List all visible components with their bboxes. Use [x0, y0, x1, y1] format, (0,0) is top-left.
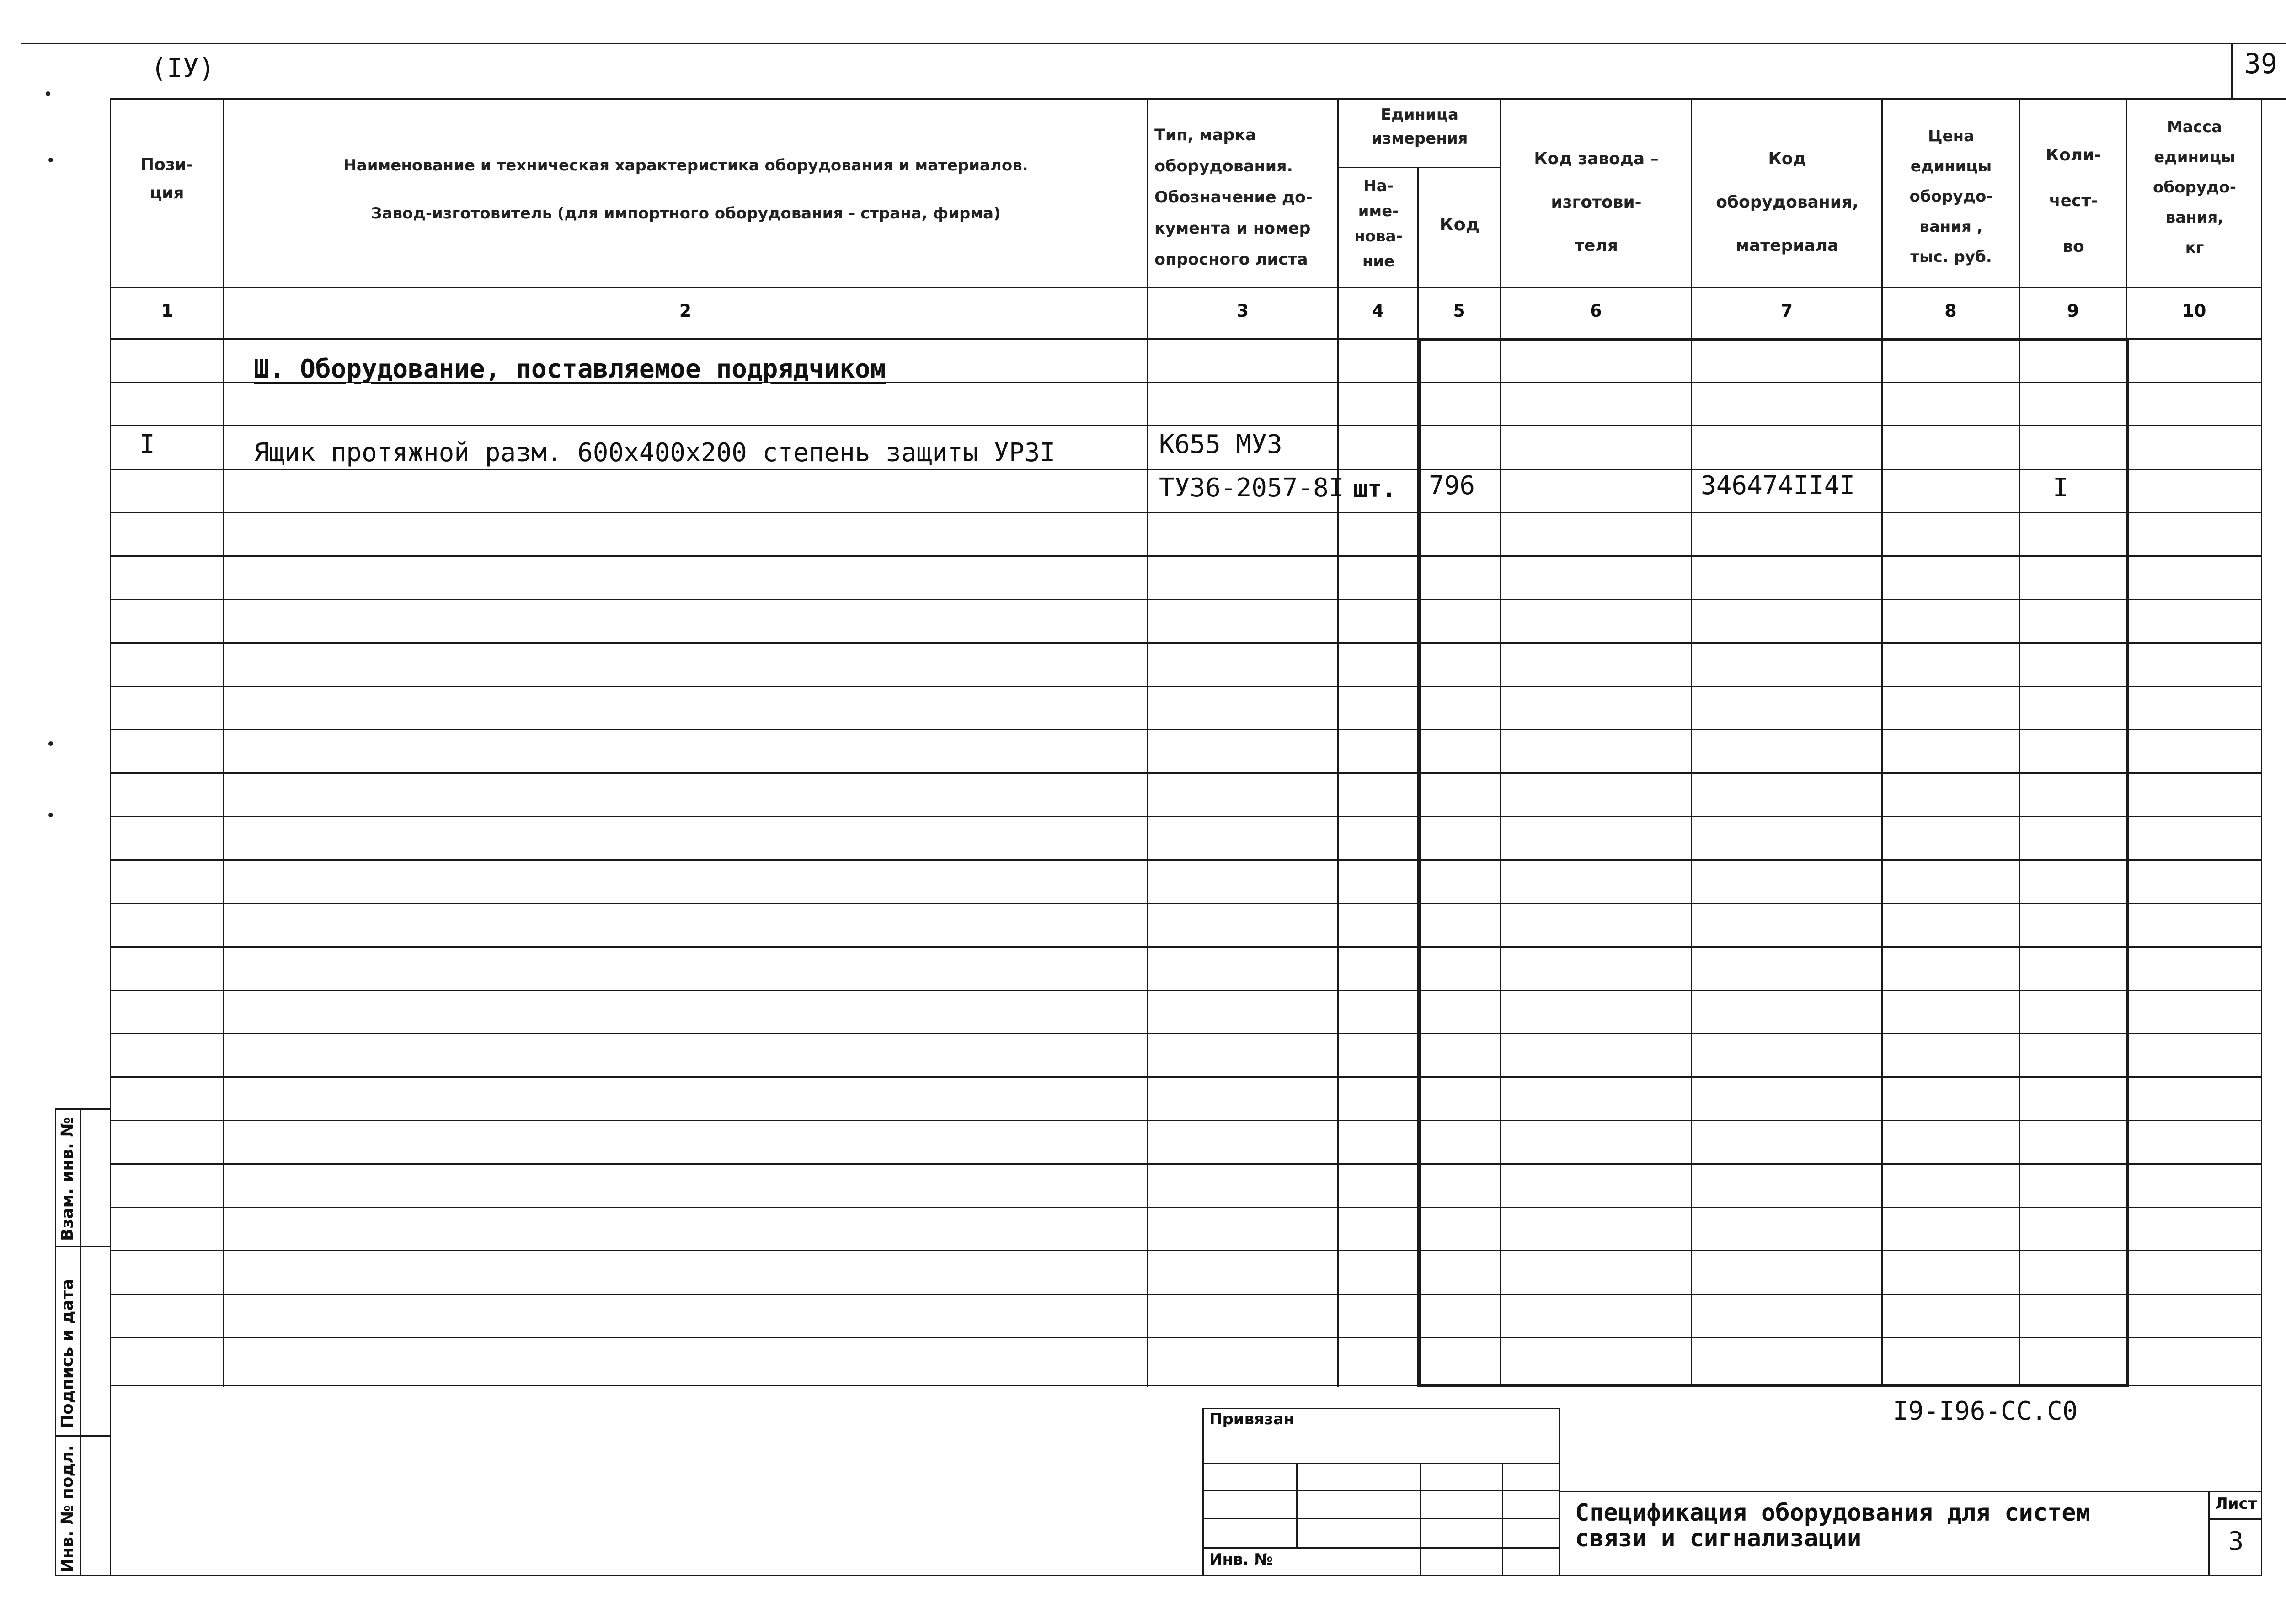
header-col2-line2: Завод-изготовитель (для импортного оборудования - страна, фирма)	[371, 204, 1001, 223]
col-number-8: 8	[1944, 301, 1957, 321]
table-row-line	[110, 599, 2262, 600]
col-divider-3	[1337, 98, 1339, 1387]
header-col1-line2: ция	[150, 184, 184, 202]
header-col7	[1693, 137, 1881, 267]
table-row-line	[110, 990, 2262, 991]
table-row-line	[110, 555, 2262, 557]
side-stamp-bottom	[55, 1575, 110, 1576]
header-col8-line1: Цена	[1928, 127, 1975, 145]
side-stamp-mid	[80, 1108, 81, 1575]
stamp-col-1	[1296, 1463, 1298, 1547]
table-row-line	[110, 469, 2262, 470]
header-col6	[1502, 137, 1691, 267]
header-col10-line1: Масса	[2167, 118, 2222, 136]
header-col3-line1: Тип, марка	[1154, 126, 1256, 144]
table-row-line	[110, 816, 2262, 817]
header-col9-line1: Коли-	[2046, 146, 2101, 165]
header-unit-group-line2: измерения	[1371, 129, 1468, 148]
sheet-number: 3	[2228, 1527, 2244, 1556]
table-row-line	[110, 1207, 2262, 1208]
col-divider-1	[223, 98, 224, 1387]
header-col8-line5: тыс. руб.	[1910, 248, 1992, 266]
header-col6-line1: Код завода –	[1534, 149, 1659, 168]
header-col1	[112, 151, 222, 208]
frame-top-ext	[110, 98, 2286, 100]
title-area-top	[1559, 1491, 2261, 1492]
side-stamp-div1	[55, 1246, 110, 1247]
header-col7-line2: оборудования,	[1716, 193, 1859, 212]
item-equipment-code: 346474II4I	[1701, 471, 1855, 501]
col-divider-5	[1500, 98, 1501, 1387]
col-number-7: 7	[1780, 301, 1793, 321]
sheet-box-left	[2208, 1491, 2210, 1575]
item-type: К655 МУЗ	[1159, 430, 1282, 459]
attached-label: Привязан	[1209, 1410, 1295, 1428]
table-row-line	[110, 1385, 2262, 1386]
header-col3-line2: оборудования.	[1154, 157, 1293, 176]
item-unit: шт.	[1353, 475, 1396, 503]
thick-block-right	[2126, 338, 2129, 1387]
header-col8-line2: единицы	[1910, 157, 1992, 176]
frame-bottom	[110, 1575, 2262, 1576]
header-col7-line1: Код	[1768, 149, 1806, 168]
header-unit-group	[1340, 103, 1500, 150]
item-unit-code: 796	[1429, 471, 1475, 501]
header-unit-group-line1: Единица	[1381, 106, 1458, 124]
header-col10-line5: кг	[2185, 239, 2204, 257]
table-row-line	[110, 946, 2262, 948]
stamp-col-2	[1420, 1463, 1421, 1575]
col-divider-6	[1691, 98, 1692, 1387]
col-divider-7	[1881, 98, 1883, 1387]
frame-right	[2261, 98, 2262, 1575]
stamp-row-3	[1202, 1518, 1559, 1519]
table-row-line	[110, 1250, 2262, 1251]
col-number-1: 1	[161, 301, 174, 321]
header-col9-line3: во	[2062, 237, 2084, 256]
col-divider-2	[1147, 98, 1148, 1387]
table-row-line	[110, 1294, 2262, 1295]
item-position: I	[139, 430, 155, 459]
table-row-line	[110, 1076, 2262, 1078]
col-number-6: 6	[1590, 301, 1602, 321]
header-col3-line4: кумента и номер	[1154, 219, 1311, 238]
header-col10-line4: вания,	[2165, 208, 2224, 227]
header-col7-line3: материала	[1736, 236, 1839, 255]
section-title: Ш. Оборудование, поставляемое подрядчиком	[254, 354, 886, 384]
header-col8	[1884, 121, 2019, 272]
item-name: Ящик протяжной разм. 600х400х200 степень защиты УР3I	[254, 438, 1056, 468]
header-col3-line5: опросного листа	[1154, 250, 1308, 269]
side-stamp-div2	[55, 1435, 110, 1437]
top-border	[21, 43, 2286, 44]
header-col6-line2: изготови-	[1551, 193, 1642, 212]
header-col8-line4: вания ,	[1919, 218, 1983, 236]
header-col3	[1154, 120, 1337, 275]
header-col9	[2021, 133, 2126, 270]
sheet-label: Лист	[2215, 1495, 2257, 1513]
table-row-line	[110, 425, 2262, 426]
header-col4-line1: На-	[1363, 177, 1394, 195]
col-number-5: 5	[1453, 301, 1465, 321]
scan-dot	[48, 813, 53, 817]
inventory-label: Инв. №	[1209, 1550, 1273, 1569]
stamp-row-4	[1202, 1547, 1559, 1549]
stamp-top-line	[1202, 1408, 1559, 1409]
col-divider-8	[2019, 98, 2020, 1387]
stamp-row-2	[1202, 1490, 1559, 1491]
document-code: I9-I96-СС.С0	[1893, 1396, 2078, 1426]
side-stamp-left	[55, 1108, 56, 1575]
thick-block-left	[1417, 338, 1421, 1387]
header-col2-line1: Наименование и техническая характеристика оборудования и материалов.	[343, 156, 1028, 175]
header-col5: Код	[1439, 214, 1480, 234]
table-row-line	[110, 729, 2262, 730]
header-col3-line3: Обозначение до-	[1154, 188, 1313, 207]
item-doc: ТУ36-2057-8I	[1159, 473, 1344, 503]
stamp-row-1	[1202, 1463, 1559, 1464]
frame-left	[110, 98, 111, 1575]
table-row-line	[110, 686, 2262, 687]
col-number-10: 10	[2182, 301, 2206, 321]
side-label-signature: Подпись и дата	[58, 1279, 77, 1428]
table-row-line	[110, 642, 2262, 644]
table-row-line	[110, 1120, 2262, 1121]
header-col10-line2: единицы	[2154, 148, 2235, 166]
thick-block-top	[1417, 338, 2129, 341]
sheet-marker: (IУ)	[151, 53, 215, 84]
header-col4-line2: име-	[1358, 202, 1399, 220]
header-col10	[2128, 112, 2261, 263]
stamp-col-3	[1502, 1463, 1503, 1575]
side-label-vzam: Взам. инв. №	[58, 1117, 77, 1241]
item-quantity: I	[2053, 473, 2068, 503]
header-col6-line3: теля	[1575, 236, 1618, 255]
scan-dot	[48, 158, 53, 162]
scan-dot	[48, 741, 53, 746]
sheet-title-line2: связи и сигнализации	[1575, 1525, 1862, 1552]
sheet-title-line1: Спецификация оборудования для систем	[1575, 1499, 2091, 1527]
side-stamp-top	[55, 1108, 110, 1110]
page-number-box-left	[2231, 43, 2233, 100]
header-col8-line3: оборудо-	[1909, 187, 1993, 206]
scan-dot	[46, 91, 50, 96]
table-row-line	[110, 903, 2262, 904]
sheet-title	[1575, 1500, 2090, 1551]
table-row-line	[110, 1163, 2262, 1165]
table-row-line	[110, 859, 2262, 861]
page-number: 39	[2244, 48, 2278, 80]
table-row-line	[110, 1337, 2262, 1338]
header-col4-line3: нова-	[1354, 227, 1403, 245]
col-number-2: 2	[679, 301, 692, 321]
col-number-9: 9	[2067, 301, 2079, 321]
header-col9-line2: чест-	[2049, 192, 2098, 210]
col-number-4: 4	[1372, 301, 1384, 321]
table-row-line	[110, 772, 2262, 774]
header-col10-line3: оборудо-	[2153, 178, 2236, 197]
header-bottom-line	[110, 287, 2262, 288]
header-col2	[226, 142, 1145, 238]
header-col4-line4: ние	[1362, 252, 1395, 271]
sheet-box-divider	[2208, 1518, 2261, 1520]
col-number-3: 3	[1236, 301, 1249, 321]
header-col4	[1340, 174, 1417, 274]
side-label-inv-podl: Инв. № подл.	[58, 1445, 77, 1572]
table-row-line	[110, 512, 2262, 513]
table-row-line	[110, 1033, 2262, 1034]
header-col1-line1: Пози-	[140, 155, 193, 174]
